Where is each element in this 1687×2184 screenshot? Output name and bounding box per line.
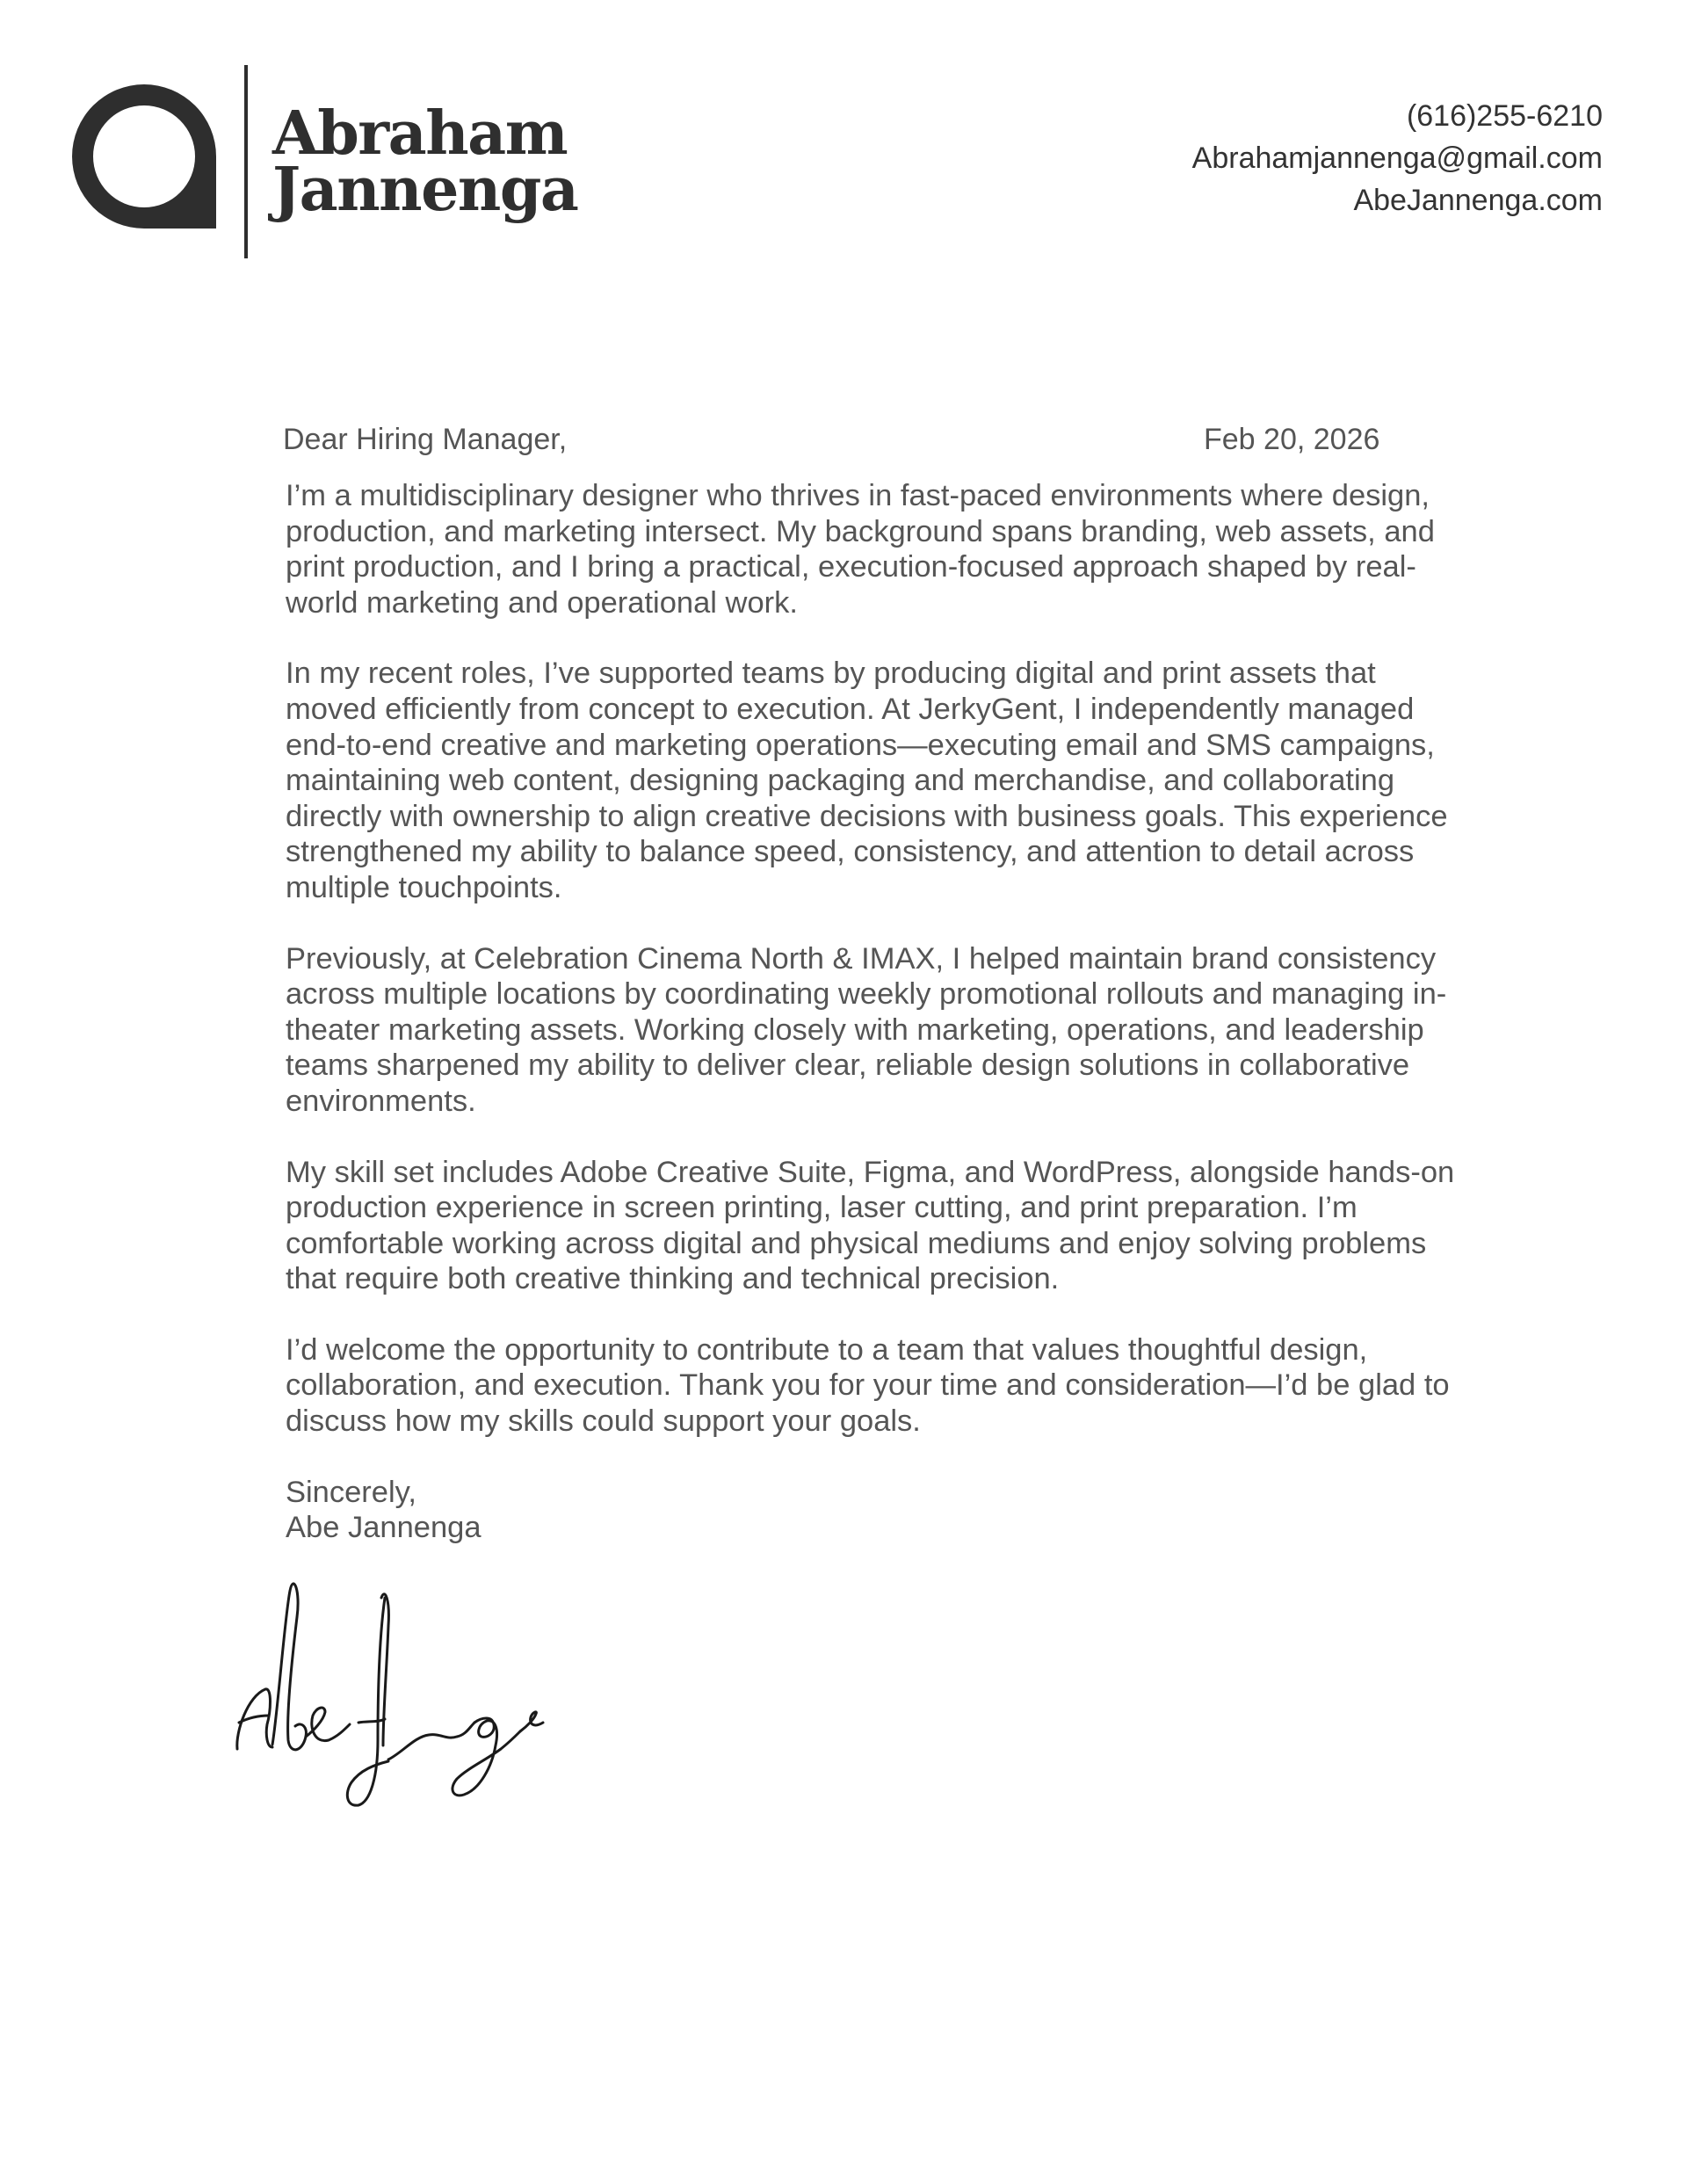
brand-name <box>272 98 578 225</box>
letter-body <box>286 478 1467 1581</box>
letter-greeting: Dear Hiring Manager, <box>283 423 568 456</box>
letter-date: Feb 20, 2026 <box>1204 423 1380 456</box>
closing-salutation: Sincerely, <box>286 1475 416 1509</box>
contact-website: AbeJannenga.com <box>1353 184 1603 217</box>
signature-icon <box>227 1564 552 1810</box>
logo-mark-icon <box>67 79 221 234</box>
contact-block <box>1192 95 1603 221</box>
brand-name-last: Jannenga <box>272 155 578 225</box>
contact-phone: (616)255-6210 <box>1406 99 1603 133</box>
closing-name: Abe Jannenga <box>286 1511 481 1545</box>
letter-paragraph-2: In my recent roles, I’ve supported teams by producing digital and print assets that moved efficiently from concept to execution. At JerkyGent, I independently managed end-to-end creative and marketing operations—executing email and SMS campaigns, maintaining web content, designing packaging and merchandise, and collaborating directly with ownership to align creative decisions with business goals. This experience strengthened my ability to balance speed, consistency, and attention to detail across multiple touchpoints. <box>286 657 1448 904</box>
logo-divider <box>244 65 248 258</box>
letter-paragraph-1: I’m a multidisciplinary designer who thrives in fast-paced environments where design, production, and marketing intersect. My background spans branding, web assets, and print production, and I bring a practical, execution-focused approach shaped by real-world marketing and operational work. <box>286 479 1435 620</box>
letter-paragraph-3: Previously, at Celebration Cinema North & IMAX, I helped maintain brand consistency across multiple locations by coordinating weekly promotional rollouts and managing in-theater marketing assets. Working closely with marketing, operations, and leadership teams sharpened my ability to deliver clear, reliable design solutions in collaborative environments. <box>286 941 1447 1118</box>
letter-paragraph-4: My skill set includes Adobe Creative Suite, Figma, and WordPress, alongside hands-on production experience in screen printing, laser cutting, and print preparation. I’m comfortable working across digital and physical mediums and enjoy solving problems that require both creative thinking and technical precision. <box>286 1155 1455 1296</box>
brand-name-first: Abraham <box>272 98 568 169</box>
contact-email: Abrahamjannenga@gmail.com <box>1191 141 1603 175</box>
letter-paragraph-5: I’d welcome the opportunity to contribute to a team that values thoughtful design, collaboration, and execution. Thank you for your time and consideration—I’d be glad to discuss how my skills could support your goals. <box>286 1332 1450 1439</box>
letter-closing <box>286 1475 1467 1546</box>
